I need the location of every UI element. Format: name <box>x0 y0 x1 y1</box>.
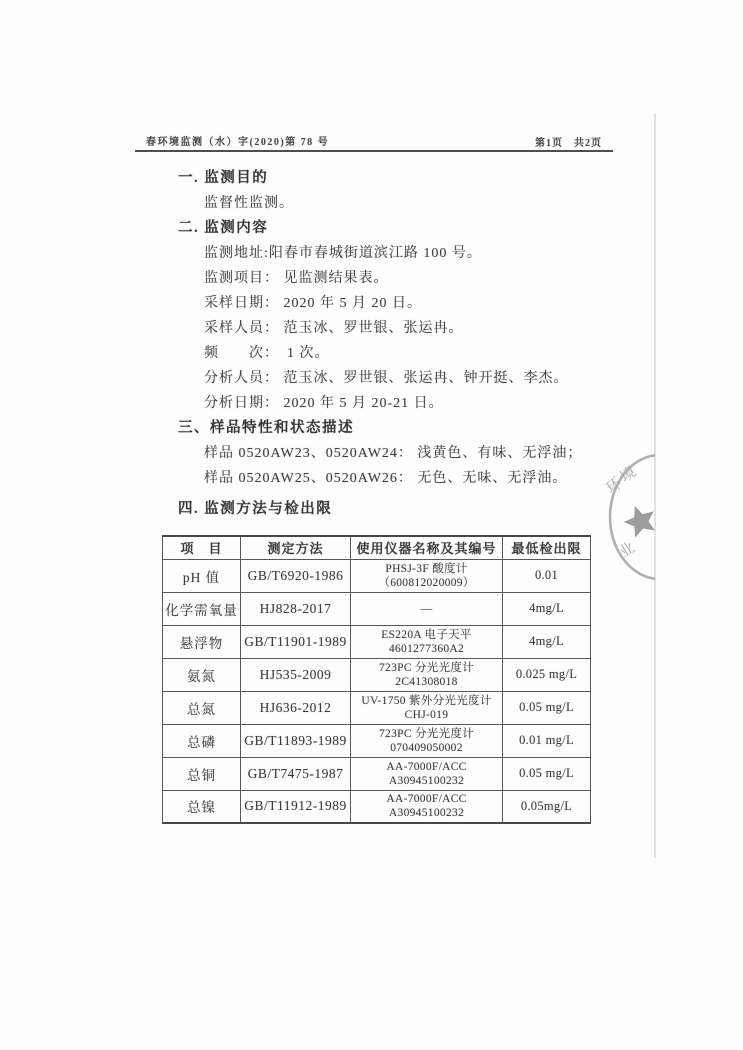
table-row-total-phosphorus <box>163 724 591 757</box>
analysis-date-line: 分析日期： 2020 年 5 月 20-21 日。 <box>204 396 444 411</box>
table-row-ammonia-nitrogen <box>163 658 591 691</box>
report-body <box>178 166 608 522</box>
seal-arc-text-bottom: 业 <box>616 539 638 562</box>
section-4-heading-methods-detection-limits: 四. 监测方法与检出限 <box>178 501 333 517</box>
instrument-name: 723PC 分光光度计 <box>379 727 474 740</box>
page-number-indicator: 第1页 共2页 <box>535 138 602 149</box>
monitoring-address-line: 监测地址:阳春市春城街道滨江路 100 号。 <box>204 246 482 261</box>
cell-item: 悬浮物 <box>163 625 241 658</box>
section-2-heading-monitoring-content: 二. 监测内容 <box>178 220 269 236</box>
document-number: 春环境监测（水）字(2020)第 78 号 <box>136 133 337 151</box>
instrument-name: 723PC 分光光度计 <box>379 661 474 674</box>
cell-method: GB/T11912-1989 <box>241 790 351 823</box>
instrument-name: UV-1750 紫外分光光度计 <box>361 694 492 707</box>
instrument-serial: 2C41308018 <box>395 675 458 688</box>
instrument-name: — <box>420 602 433 615</box>
cell-method: HJ828-2017 <box>241 592 351 625</box>
col-header-method: 测定方法 <box>241 536 351 559</box>
cell-instrument <box>351 658 503 691</box>
frequency-line: 频 次： 1 次。 <box>204 346 330 361</box>
cell-detection-limit: 0.01 mg/L <box>503 724 591 757</box>
instrument-serial: A30945100232 <box>388 774 465 787</box>
instrument-serial: 4601277360A2 <box>388 642 465 655</box>
monitoring-items-line: 监测项目： 见监测结果表。 <box>204 271 389 286</box>
cell-instrument <box>351 625 503 658</box>
cell-item: 总氮 <box>163 691 241 724</box>
cell-instrument <box>351 691 503 724</box>
instrument-name: PHSJ-3F 酸度计 <box>385 562 468 575</box>
cell-method: HJ636-2012 <box>241 691 351 724</box>
cell-detection-limit: 0.01 <box>503 559 591 592</box>
instrument-name: AA-7000F/ACC <box>386 793 467 806</box>
sample-description-line-2: 样品 0520AW25、0520AW26： 无色、无味、无浮油。 <box>204 471 568 486</box>
cell-item: 总磷 <box>163 724 241 757</box>
seal-arc-text-top: 环境 <box>603 462 642 498</box>
table-row-total-copper <box>163 757 591 790</box>
cell-method: GB/T11893-1989 <box>241 724 351 757</box>
cell-detection-limit: 0.05 mg/L <box>503 757 591 790</box>
instrument-serial: 070409050002 <box>390 741 463 754</box>
cell-item: 总铜 <box>163 757 241 790</box>
instrument-serial: （600812020009） <box>378 576 475 589</box>
cell-detection-limit: 0.05mg/L <box>503 790 591 823</box>
table-row-cod <box>163 592 591 625</box>
sampling-personnel-line: 采样人员： 范玉冰、罗世银、张运冉。 <box>204 321 464 336</box>
cell-item: 总镍 <box>163 790 241 823</box>
cell-method: GB/T6920-1986 <box>241 559 351 592</box>
col-header-item: 项 目 <box>163 536 241 559</box>
cell-instrument <box>351 757 503 790</box>
cell-instrument <box>351 592 503 625</box>
cell-method: GB/T11901-1989 <box>241 625 351 658</box>
instrument-serial: CHJ-019 <box>404 708 449 721</box>
cell-instrument <box>351 790 503 823</box>
cell-detection-limit: 0.025 mg/L <box>503 658 591 691</box>
col-header-detection-limit: 最低检出限 <box>503 536 591 559</box>
instrument-name: ES220A 电子天平 <box>381 628 472 641</box>
table-row-suspended-solids <box>163 625 591 658</box>
cell-method: GB/T7475-1987 <box>241 757 351 790</box>
monitoring-purpose-text: 监督性监测。 <box>204 196 294 211</box>
instrument-name: AA-7000F/ACC <box>386 760 467 773</box>
header-rule <box>135 150 613 152</box>
methods-detection-limit-table <box>162 535 591 824</box>
cell-item: 氨氮 <box>163 658 241 691</box>
cell-instrument <box>351 559 503 592</box>
section-1-heading-monitoring-purpose: 一. 监测目的 <box>178 170 269 186</box>
cell-instrument <box>351 724 503 757</box>
instrument-serial: A30945100232 <box>388 807 465 820</box>
table-row-total-nitrogen <box>163 691 591 724</box>
sample-description-line-1: 样品 0520AW23、0520AW24： 浅黄色、有味、无浮油； <box>204 446 583 461</box>
cell-item: pH 值 <box>163 559 241 592</box>
cell-item: 化学需氧量 <box>163 592 241 625</box>
cell-method: HJ535-2009 <box>241 658 351 691</box>
analysis-personnel-line: 分析人员： 范玉冰、罗世银、张运冉、钟开挺、李杰。 <box>204 371 569 386</box>
sampling-date-line: 采样日期： 2020 年 5 月 20 日。 <box>204 296 422 311</box>
section-3-heading-sample-description: 三、样品特性和状态描述 <box>178 420 354 436</box>
table-header-row <box>163 536 591 559</box>
star-icon <box>620 500 655 539</box>
cell-detection-limit: 4mg/L <box>503 625 591 658</box>
table-row-total-nickel <box>163 790 591 823</box>
cell-detection-limit: 0.05 mg/L <box>503 691 591 724</box>
table-row-ph <box>163 559 591 592</box>
col-header-instrument: 使用仪器名称及其编号 <box>351 536 503 559</box>
cell-detection-limit: 4mg/L <box>503 592 591 625</box>
official-seal-partial <box>585 437 655 587</box>
